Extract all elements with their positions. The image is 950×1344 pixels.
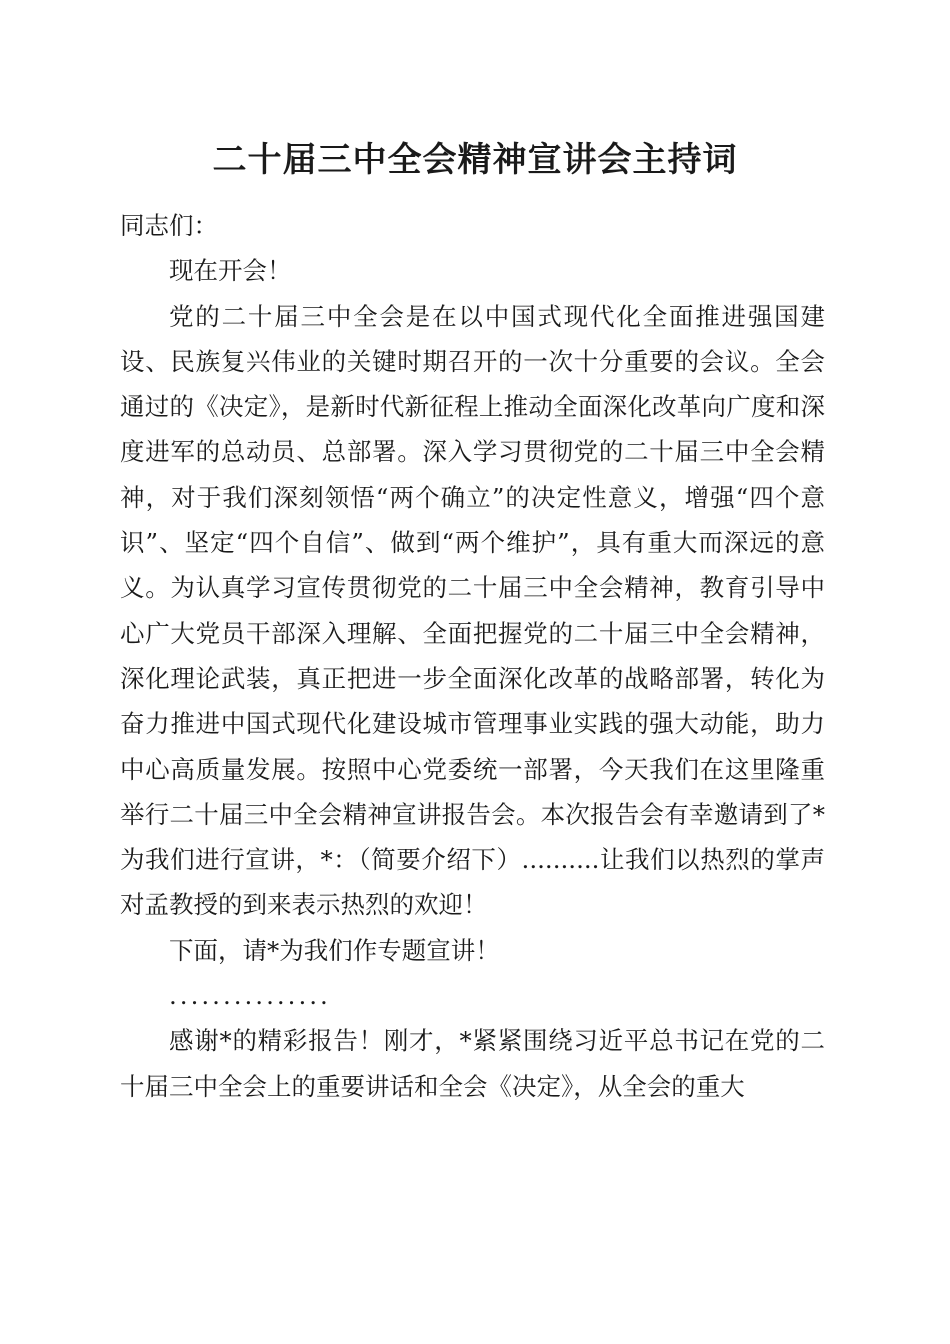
document-body (120, 203, 825, 1109)
salutation: 同志们： (120, 211, 218, 240)
document-title: 二十届三中全会精神宣讲会主持词 (212, 140, 738, 180)
paragraph-opening: 现在开会！ (169, 256, 292, 286)
paragraph-invite-speaker: 下面，请*为我们作专题宣讲！ (169, 935, 500, 965)
paragraph-ellipsis: ............... (169, 981, 331, 1011)
paragraph-introduction: 党的二十届三中全会是在以中国式现代化全面推进强国建设、民族复兴伟业的关键时期召开的一次十分重要的会议。全会通过的《决定》，是新时代新征程上推动全面深化改革向广度和深度进军的总动员、总部署。深入学习贯彻党的二十届三中全会精神，对于我们深刻领悟“两个确立”的决定性意义，增强“四个意识”、坚定“四个自信”、做到“两个维护”，具有重大而深远的意义。为认真学习宣传贯彻党的二十届三中全会精神，教育引导中心广大党员干部深入理解、全面把握党的二十届三中全会精神，深化理论武装，真正把进一步全面深化改革的战略部署，转化为奋力推进中国式现代化建设城市管理事业实践的强大动能，助力中心高质量发展。按照中心党委统一部署，今天我们在这里隆重举行二十届三中全会精神宣讲报告会。本次报告会有幸邀请到了*为我们进行宣讲，*：（简要介绍下）..........让我们以热烈的掌声对孟教授的到来表示热烈的欢迎！ (120, 301, 825, 920)
paragraph-thanks: 感谢*的精彩报告！刚才，*紧紧围绕习近平总书记在党的二十届三中全会上的重要讲话和全会《决定》，从全会的重大 (120, 1026, 825, 1101)
